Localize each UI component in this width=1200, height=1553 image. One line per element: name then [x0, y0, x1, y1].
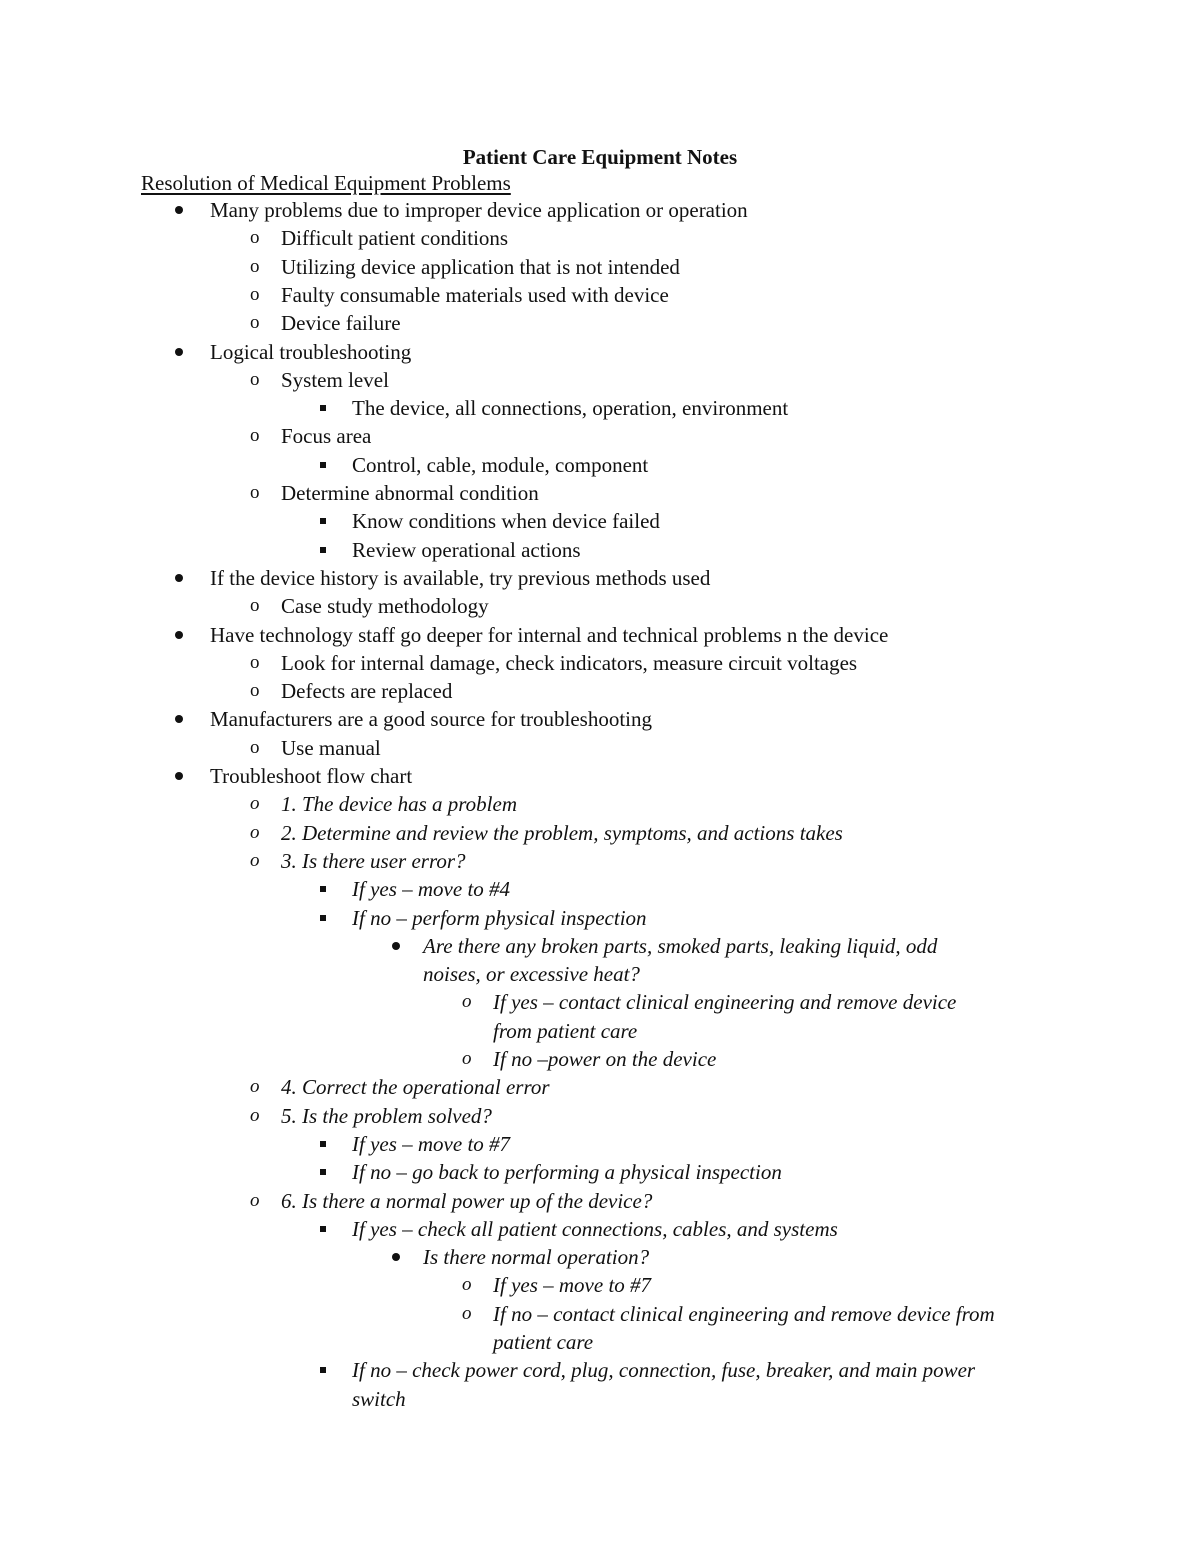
- bullet-circle-icon: o: [250, 793, 260, 814]
- list-item-text: If yes – check all patient connections, cables, and systems: [352, 1217, 838, 1241]
- list-item-text: Is there normal operation?: [423, 1245, 650, 1269]
- list-item: [0, 1243, 1200, 1271]
- list-item-text: Look for internal damage, check indicators, measure circuit voltages: [281, 651, 858, 675]
- list-item: [0, 1017, 1200, 1045]
- bullet-disc-icon: [175, 574, 183, 582]
- list-item: [0, 309, 1200, 337]
- list-item-text: Use manual: [281, 736, 381, 760]
- list-item: [0, 677, 1200, 705]
- list-item-text: If no – perform physical inspection: [352, 906, 647, 930]
- bullet-circle-icon: o: [462, 991, 472, 1012]
- bullet-square-icon: [320, 1226, 326, 1232]
- list-item: [0, 847, 1200, 875]
- list-item-text: If yes – move to #7: [352, 1132, 511, 1156]
- bullet-disc-icon: [392, 1253, 400, 1261]
- list-item: [0, 1102, 1200, 1130]
- list-item: [0, 281, 1200, 309]
- list-item-text: Troubleshoot flow chart: [210, 764, 413, 788]
- list-item-text: switch: [352, 1387, 406, 1411]
- list-item-text: If no – check power cord, plug, connection, fuse, breaker, and main power: [352, 1358, 976, 1382]
- list-item: [0, 196, 1200, 224]
- bullet-square-icon: [320, 1169, 326, 1175]
- list-item-text: If no – go back to performing a physical inspection: [352, 1160, 782, 1184]
- list-item-text: Have technology staff go deeper for internal and technical problems n the device: [210, 623, 889, 647]
- list-item: [0, 960, 1200, 988]
- list-item-text: Difficult patient conditions: [281, 226, 509, 250]
- list-item-text: 3. Is there user error?: [281, 849, 466, 873]
- bullet-circle-icon: o: [462, 1303, 472, 1324]
- list-item: [0, 338, 1200, 366]
- bullet-circle-icon: o: [250, 850, 260, 871]
- bullet-circle-icon: o: [250, 737, 260, 758]
- list-item: [0, 451, 1200, 479]
- bullet-square-icon: [320, 405, 326, 411]
- bullet-circle-icon: o: [250, 256, 260, 277]
- list-item-text: 5. Is the problem solved?: [281, 1104, 492, 1128]
- list-item: [0, 988, 1200, 1016]
- page-title: Patient Care Equipment Notes: [462, 145, 738, 169]
- list-item: [0, 507, 1200, 535]
- list-item-text: Device failure: [281, 311, 401, 335]
- bullet-circle-icon: o: [250, 227, 260, 248]
- list-item: [0, 762, 1200, 790]
- bullet-circle-icon: o: [250, 425, 260, 446]
- bullet-disc-icon: [175, 631, 183, 639]
- list-item-text: If no – contact clinical engineering and remove device from: [493, 1302, 995, 1326]
- list-item-text: from patient care: [493, 1019, 638, 1043]
- list-item-text: Faulty consumable materials used with device: [281, 283, 669, 307]
- bullet-disc-icon: [175, 206, 183, 214]
- list-item: [0, 932, 1200, 960]
- list-item: [0, 1158, 1200, 1186]
- list-item-text: 2. Determine and review the problem, symptoms, and actions takes: [281, 821, 843, 845]
- bullet-disc-icon: [175, 715, 183, 723]
- list-item: [0, 734, 1200, 762]
- section-heading: Resolution of Medical Equipment Problems: [141, 171, 511, 195]
- list-item-text: If yes – move to #4: [352, 877, 511, 901]
- list-item: [0, 394, 1200, 422]
- bullet-circle-icon: o: [250, 1076, 260, 1097]
- bullet-circle-icon: o: [250, 595, 260, 616]
- bullet-square-icon: [320, 547, 326, 553]
- list-item: [0, 1356, 1200, 1384]
- list-item: [0, 875, 1200, 903]
- list-item-text: Manufacturers are a good source for troubleshooting: [210, 707, 653, 731]
- list-item: [0, 790, 1200, 818]
- bullet-square-icon: [320, 915, 326, 921]
- bullet-square-icon: [320, 886, 326, 892]
- list-item: [0, 564, 1200, 592]
- list-item: [0, 224, 1200, 252]
- bullet-circle-icon: o: [462, 1274, 472, 1295]
- list-item: [0, 904, 1200, 932]
- list-item-text: If yes – contact clinical engineering and remove device: [493, 990, 957, 1014]
- bullet-circle-icon: o: [250, 1190, 260, 1211]
- list-item: [0, 1300, 1200, 1328]
- list-item-text: patient care: [493, 1330, 594, 1354]
- list-item-text: Logical troubleshooting: [210, 340, 412, 364]
- list-item-text: Determine abnormal condition: [281, 481, 539, 505]
- list-item: [0, 592, 1200, 620]
- list-item: [0, 366, 1200, 394]
- list-item: [0, 1215, 1200, 1243]
- bullet-circle-icon: o: [250, 822, 260, 843]
- bullet-circle-icon: o: [250, 312, 260, 333]
- list-item: [0, 422, 1200, 450]
- list-item: [0, 1130, 1200, 1158]
- list-item-text: The device, all connections, operation, environment: [352, 396, 789, 420]
- list-item: [0, 1385, 1200, 1413]
- list-item: [0, 1045, 1200, 1073]
- list-item: [0, 1187, 1200, 1215]
- bullet-circle-icon: o: [250, 680, 260, 701]
- list-item-text: Defects are replaced: [281, 679, 453, 703]
- bullet-disc-icon: [392, 942, 400, 950]
- list-item-text: Utilizing device application that is not intended: [281, 255, 680, 279]
- list-item-text: noises, or excessive heat?: [423, 962, 640, 986]
- list-item-text: 6. Is there a normal power up of the device?: [281, 1189, 653, 1213]
- list-item-text: Control, cable, module, component: [352, 453, 649, 477]
- list-item: [0, 649, 1200, 677]
- list-item-text: If the device history is available, try previous methods used: [210, 566, 711, 590]
- list-item-text: Many problems due to improper device application or operation: [210, 198, 748, 222]
- bullet-square-icon: [320, 1367, 326, 1373]
- list-item: [0, 621, 1200, 649]
- bullet-circle-icon: o: [462, 1048, 472, 1069]
- bullet-circle-icon: o: [250, 284, 260, 305]
- list-item-text: System level: [281, 368, 389, 392]
- list-item-text: 4. Correct the operational error: [281, 1075, 550, 1099]
- list-item-text: Case study methodology: [281, 594, 489, 618]
- bullet-circle-icon: o: [250, 1105, 260, 1126]
- list-item-text: Are there any broken parts, smoked parts, leaking liquid, odd: [423, 934, 938, 958]
- list-item: [0, 819, 1200, 847]
- list-item-text: Focus area: [281, 424, 372, 448]
- list-item-text: Know conditions when device failed: [352, 509, 660, 533]
- list-item-text: 1. The device has a problem: [281, 792, 518, 816]
- bullet-circle-icon: o: [250, 482, 260, 503]
- list-item: [0, 705, 1200, 733]
- bullet-square-icon: [320, 518, 326, 524]
- bullet-disc-icon: [175, 348, 183, 356]
- bullet-circle-icon: o: [250, 369, 260, 390]
- list-item: [0, 479, 1200, 507]
- bullet-disc-icon: [175, 772, 183, 780]
- list-item: [0, 536, 1200, 564]
- bullet-circle-icon: o: [250, 652, 260, 673]
- list-item: [0, 253, 1200, 281]
- list-item: [0, 1271, 1200, 1299]
- list-item-text: Review operational actions: [352, 538, 581, 562]
- bullet-square-icon: [320, 462, 326, 468]
- bullet-square-icon: [320, 1141, 326, 1147]
- list-item: [0, 1328, 1200, 1356]
- list-item-text: If yes – move to #7: [493, 1273, 652, 1297]
- list-item-text: If no –power on the device: [493, 1047, 717, 1071]
- list-item: [0, 1073, 1200, 1101]
